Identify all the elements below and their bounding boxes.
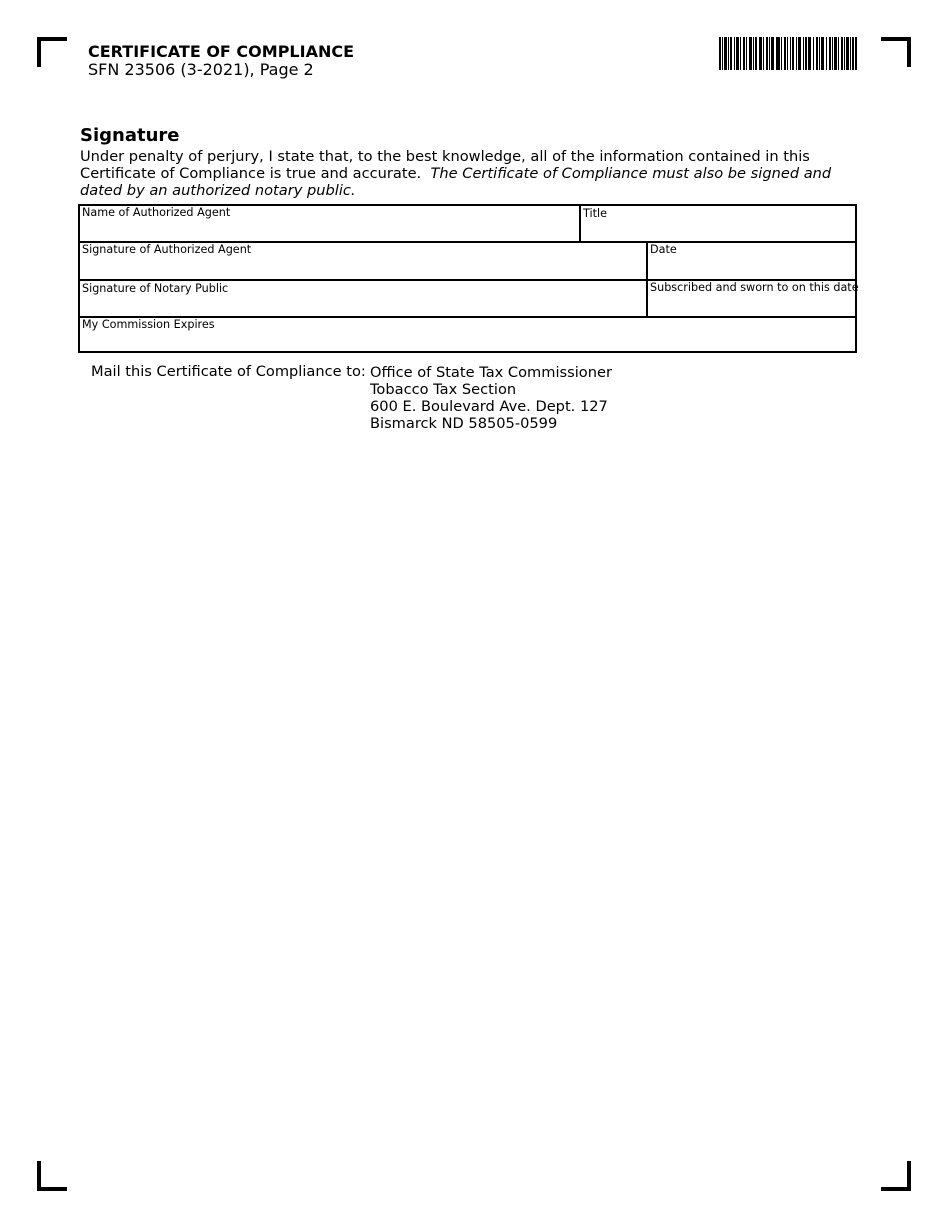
agent-signature-cell: [80, 243, 646, 279]
date-field[interactable]: [650, 259, 853, 277]
address-line: Office of State Tax Commissioner: [370, 364, 612, 381]
signature-row: [80, 281, 859, 318]
address-line: Bismarck ND 58505-0599: [370, 415, 558, 432]
sworn-date-label: Subscribed and sworn to on this date: [650, 281, 859, 294]
attestation-text: Under penalty of perjury, I state that, to the best knowledge, all of the information contained in this Certificate of Compliance is true and accurate.: [80, 148, 810, 182]
signature-row: [80, 206, 855, 243]
notary-requirement-note: The Certificate of Compliance must also be signed and dated by an authorized notary public.: [80, 165, 832, 199]
commission-expires-field[interactable]: [82, 333, 853, 351]
agent-name-label: Name of Authorized Agent: [82, 206, 231, 219]
title-cell: [579, 206, 855, 241]
agent-signature-field[interactable]: [82, 259, 644, 277]
commission-expires-cell: [80, 318, 855, 353]
mailing-instruction: Mail this Certificate of Compliance to:: [91, 363, 366, 380]
notary-signature-label: Signature of Notary Public: [82, 282, 229, 295]
address-line: Tobacco Tax Section: [370, 381, 517, 398]
sworn-date-cell: [646, 281, 859, 316]
notary-signature-cell: [80, 281, 646, 316]
agent-name-field[interactable]: [82, 221, 577, 239]
registration-mark-top-left: [37, 37, 67, 67]
date-cell: [646, 243, 855, 279]
signature-row: [80, 243, 855, 281]
form-number: SFN 23506 (3-2021), Page 2: [88, 60, 314, 79]
attestation-statement: [80, 148, 870, 199]
title-field[interactable]: [583, 221, 853, 239]
mailing-address: [370, 364, 612, 432]
agent-name-cell: [80, 206, 579, 241]
address-line: 600 E. Boulevard Ave. Dept. 127: [370, 398, 608, 415]
signature-row: [80, 318, 855, 353]
registration-mark-bottom-left: [37, 1161, 67, 1191]
title-label: Title: [583, 207, 607, 220]
section-heading-signature: Signature: [80, 125, 180, 146]
notary-signature-field[interactable]: [82, 296, 644, 314]
signature-block: [78, 204, 857, 353]
barcode-icon: [719, 37, 857, 70]
sworn-date-field[interactable]: [650, 296, 853, 314]
registration-mark-bottom-right: [881, 1161, 911, 1191]
registration-mark-top-right: [881, 37, 911, 67]
commission-expires-label: My Commission Expires: [82, 318, 215, 331]
date-label: Date: [650, 243, 677, 256]
form-title: CERTIFICATE OF COMPLIANCE: [88, 42, 355, 61]
agent-signature-label: Signature of Authorized Agent: [82, 243, 252, 256]
